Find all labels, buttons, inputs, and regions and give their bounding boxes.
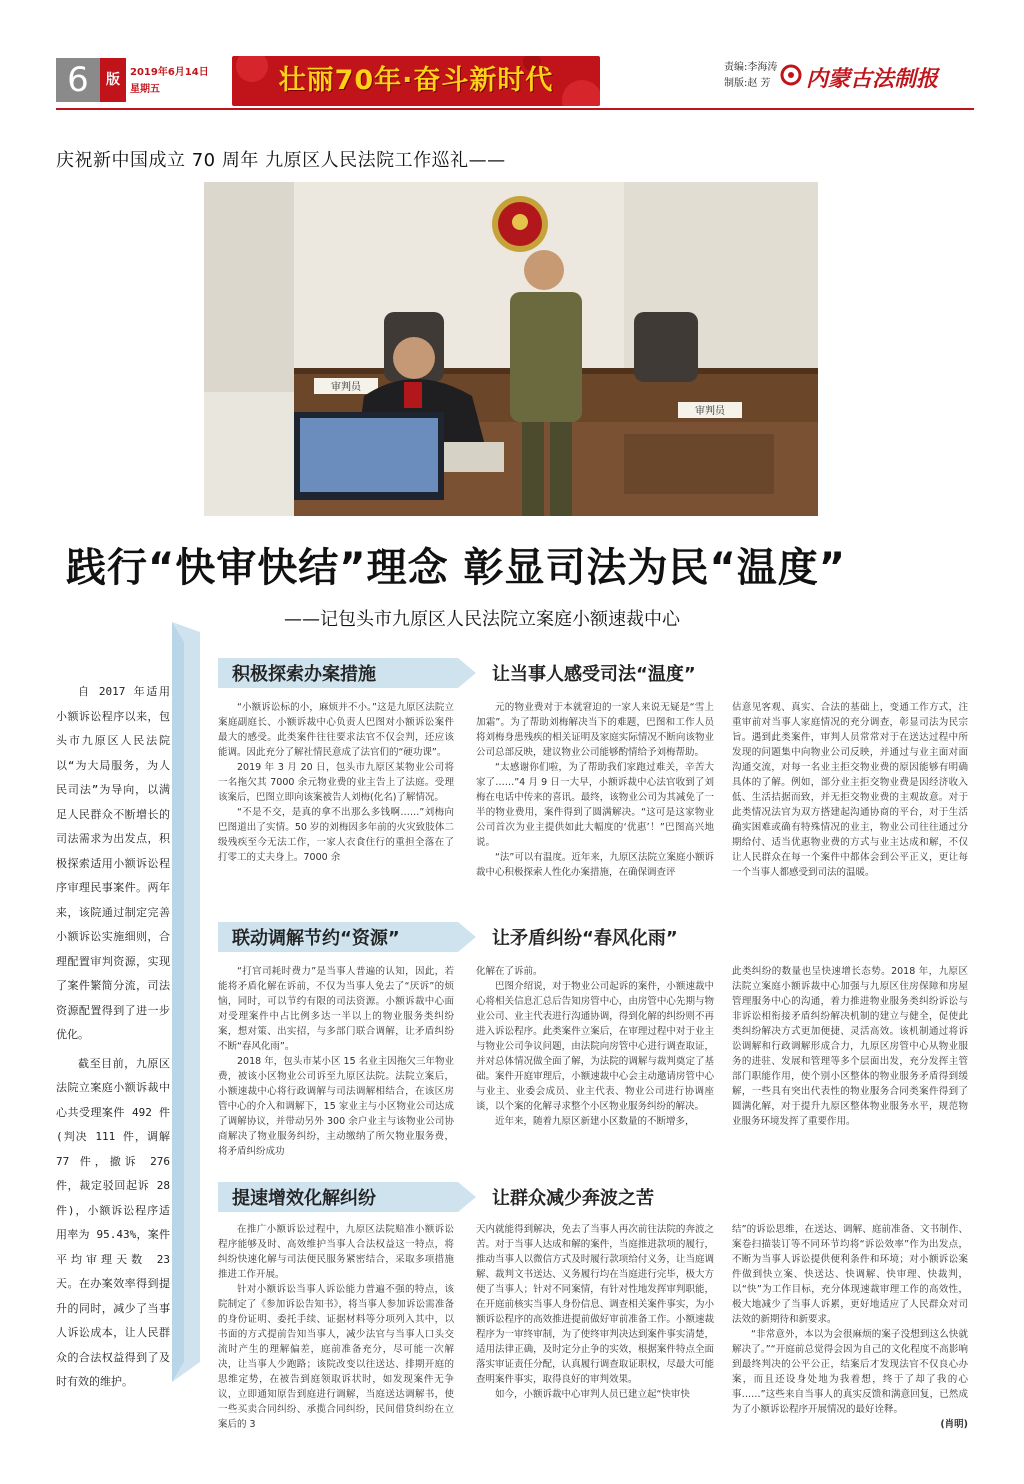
section-body-explore [218,700,454,910]
section-title-explore: 积极探索办案措施 [232,664,376,685]
paragraph: “法”可以有温度。近年来，九原区法院立案庭小额诉裁中心积极探索人性化办案措施，在确保调查评 [476,852,714,878]
paragraph: 元的物业费对于本就窘迫的一家人来说无疑是“雪上加霜”。为了帮助刘梅解决当下的难题，巴图和工作人员将刘梅身患残疾的相关证明及家庭实际情况不断向该物业公司总部反映，建议物业公司能够酌情给予刘梅帮助。 [476,702,714,758]
section-body-resolve-a [476,964,714,1174]
paragraph: 2018 年，包头市某小区 15 名业主因拖欠三年物业费，被该小区物业公司诉至九原区法院。法院立案后，小额速裁中心将行政调解与司法调解相结合，在该区房管中心的介入和调解下，15 家业主与小区物业公司达成了调解协议，并带动另外 300 余户业主与该物业公司协商解决了物业服务纠纷，主动缴纳了所欠物业服务费，将矛盾纠纷成功 [218,1056,454,1157]
paragraph: 此类纠纷的数量也呈快速增长态势。2018 年，九原区法院立案庭小额诉裁中心加强与九原区住房保障和房屋管理服务中心的沟通，着力推进物业服务类纠纷诉讼与非诉讼相衔接矛盾纠纷解决机制的建立与健全，促使此类纠纷解决方式更加便捷、灵活高效。该机制通过将诉讼调解和行政调解形成合力，九原区房管中心从物业服务的进驻、发展和管理等多个层面出发，充分发挥主管部门职能作用，使个别小区整体的物业服务矛盾得到缓解，一些具有突出代表性的物业服务合同类案件得到了圆满化解，对于提升九原区整体物业服务水平，规范物业服务环境发挥了重要作用。 [732,966,968,1127]
section-body-less-travel-a [476,1222,714,1466]
section-body-mediation [218,964,454,1174]
section-title-efficiency: 提速增效化解纠纷 [232,1188,376,1209]
paragraph: 近年来，随着九原区新建小区数量的不断增多， [495,1116,695,1127]
issue-weekday: 星期五 [130,84,160,95]
issue-date: 2019年6月14日 [130,67,209,78]
intro-sidebar [56,680,170,1395]
section-title-resolve: 让矛盾纠纷“春风化雨” [492,928,678,949]
paragraph: “太感谢你们啦，为了帮助我们家跑过难关，辛苦大家了……”4 月 9 日一大早，小额诉裁中心法官收到了刘梅在电话中传来的喜讯。最终，该物业公司为其减免了一半的物业费用，案件得到了圆满解决。“这可是这家物业公司首次为业主提供如此大幅度的‘优惠’！”巴图高兴地说。 [476,762,714,848]
paragraph: “非常意外，本以为会很麻烦的案子没想到这么快就解决了。”“开庭前总觉得会因为自己的文化程度不高影响到最终判决的公平公正，结案后才发现法官不仅良心办案，而且还设身处地为我着想，终于了却了我的心事……”这些来自当事人的真实反馈和满意回复，已然成为了小额诉讼程序开展情况的最好诠释。 [732,1329,968,1415]
section-title-warmth: 让当事人感受司法“温度” [492,664,696,685]
paragraph: 结”的诉讼思维，在送达、调解、庭前准备、文书制作、案卷扫描装订等不同环节均将“诉讼效率”作为出发点，不断为当事人诉讼提供便利条件和环境；对小额诉讼案件做到快立案、快送达、快调解、快审理、快裁判，以“快”为工作目标，充分体现速裁审理工作的高效性，极大地减少了当事人诉累，更好地适应了人民群众对司法效的新期待和新要求。 [732,1224,968,1325]
banner-text: 壮丽70年·奋斗新时代 [278,65,554,96]
section-title-mediation: 联动调解节约“资源” [232,928,400,949]
page-number: 6 [56,58,100,102]
intro-paragraph: 自 2017 年适用小额诉讼程序以来，包头市九原区人民法院以“为大局服务，为人民司法”为导向，以满足人民群众不断增长的司法需求为出发点，积极探索适用小额诉讼程序审理民事案件。两年来，该院通过制定完善小额诉讼实施细则，合理配置审判资源，实现了案件繁简分流，司法资源配置得到了进一步优化。 [56,685,170,1041]
masthead-rule [56,108,974,110]
paragraph: “打官司耗时费力”是当事人普遍的认知，因此，若能将矛盾化解在诉前，不仅为当事人免去了“厌诉”的烦恼，同时，可以节约有限的司法资源。小额诉裁中心面对受理案件中占比例多达一半以上的物业服务类纠纷案，想对策、出实招，与多部门联合调解，让矛盾纠纷不断“春风化雨”。 [218,966,454,1052]
paragraph: 针对小额诉讼当事人诉讼能力普遍不强的特点，该院制定了《参加诉讼告知书》，将当事人参加诉讼需准备的身份证明、委托手续、证据材料等分项列入其中，以书面的方式提前告知当事人，减少法官与当事人口头交流时产生的理解偏差，庭前准备充分，尽可能一次解决，让当事人少跑路；该院改变以往送达、排期开庭的思维定势，在被告到庭领取诉状时，如发现案件无争议，立即通知原告到庭进行调解，当庭送达调解书，使一些买卖合同纠纷、承揽合同纠纷，民间借贷纠纷在立案后的 3 [218,1284,454,1430]
headline: 践行“快审快结”理念 彰显司法为民“温度” [66,545,847,591]
name-plate-right: 审判员 [695,406,725,417]
courtroom-photo [204,182,818,516]
name-plate-left: 审判员 [331,382,361,393]
logo-mark-icon [780,64,802,86]
courtroom-illustration [204,182,818,516]
paper-logo [806,62,938,93]
paragraph: 如今，小额诉裁中心审判人员已建立起“快审快 [495,1389,690,1400]
subheadline: ——记包头市九原区人民法院立案庭小额速裁中心 [284,609,680,630]
editor: 责编:李海涛 [724,62,778,73]
section-title-less-travel: 让群众减少奔波之苦 [492,1188,654,1209]
paragraph: 天内就能得到解决，免去了当事人再次前往法院的奔波之苦。对于当事人达成和解的案件，当庭推进款项的履行，推动当事人以微信方式及时履行款项给付义务，让当庭调解、裁判文书送达、义务履行均在当庭进行完毕，极大方便了当事人；针对不同案情，有针对性地发挥审判职能，在开庭前核实当事人身份信息、调查相关案件事实，为小额诉讼程序的高效推进提前做好审前准备工作。小额速裁程序为一审终审制，为了使终审判决达到案件事实清楚，适用法律正确，及时定分止争的实效，根据案件特点全面落实审证责任分配，认真履行调查取证职权，尽最大可能查明案件事实，取得良好的审判效果。 [476,1224,714,1385]
anniversary-banner [232,56,600,106]
editor-credits [724,60,777,92]
page-word: 版 [100,58,126,102]
issue-date-block [130,64,209,98]
stats-paragraph: 截至目前，九原区法院立案庭小额诉裁中心共受理案件 492 件(判决 111 件，调解 77 件，撤诉 276 件，裁定驳回起诉 28 件)，小额诉讼程序适用率为 95.43%，案件平均审理天数 23 天。在办案效率得到提升的同时，减少了当事人诉讼成本，让人民群众的合法权益得到了及时有效的维护。 [56,1056,170,1388]
paper-name: 内蒙古法制报 [806,67,939,92]
author-byline: (肖明) [940,1419,968,1430]
section-body-resolve-b [732,964,968,1174]
paragraph: 在推广小额诉讼过程中，九原区法院赔准小额诉讼程序能够及时、高效维护当事人合法权益这一特点，将纠纷快速化解与司法便民服务紧密结合，采取多项措施推进工作开展。 [218,1224,454,1280]
paragraph: 估意见客观、真实、合法的基础上，变通工作方式，注重审前对当事人家庭情况的充分调查，彰显司法为民宗旨。遇到此类案件，审判人员常常对于在送达过程中所发现的问题集中向物业公司反映，并通过与业主面对面沟通交流，对每一名业主拒交物业费的原因能够有明确具体的了解。例如，部分业主拒交物业费是因经济收入低、生活拮据而致，并无拒交物业费的主观故意。对于此类情况法官为双方搭建起沟通协商的平台，对于生活确实困难或确有特殊情况的业主，物业公司往往通过分期给付、适当优惠物业费的方式与业主达成和解，不仅让人民群众在每一个案件中都体会到公平正义，更让每一个当事人都感受到司法的温暖。 [732,702,968,878]
section-body-warmth-b [732,700,968,910]
paragraph: 化解在了诉前。 [476,966,543,977]
designer: 制版:赵 芳 [724,78,771,89]
section-body-warmth-a [476,700,714,910]
section-body-efficiency [218,1222,454,1466]
section-body-less-travel-b [732,1222,968,1466]
series-title: 庆祝新中国成立 70 周年 九原区人民法院工作巡礼—— [56,150,506,171]
paragraph: “小额诉讼标的小，麻烦并不小。”这是九原区法院立案庭副庭长、小额诉裁中心负责人巴图对小额诉讼案件最大的感受。此类案件往往要求法官不仅会判，还应该能调。因此充分了解社情民意成了法官们的“硬功课”。 [218,702,454,758]
paragraph: 巴图介绍说，对于物业公司起诉的案件，小额速裁中心将相关信息汇总后告知房管中心，由房管中心先期与物业公司、业主代表进行沟通协调，得到化解的纠纷则不再进入诉讼程序。此类案件立案后，在审理过程中对于业主与物业公司争议问题，由法院向房管中心进行调查取证，并对总体情况做全面了解，为法院的调解与裁判奠定了基础。案件开庭审理后，小额速裁中心会主动邀请房管中心与业主、业委会成员、业主代表、物业公司进行协调座谈，以个案的化解寻求整个小区物业服务纠纷的解决。 [476,981,714,1112]
paragraph: 2019 年 3 月 20 日，包头市九原区某物业公司将一名拖欠其 7000 余元物业费的业主告上了法庭。受理该案后，巴图立即向该案被告人刘梅(化名)了解情况。 [218,762,454,803]
paragraph: “不是不交，是真的拿不出那么多钱啊……”刘梅向巴图道出了实情。50 岁的刘梅因多年前的火灾致肢体二级残疾至今无法工作，一家人衣食住行的重担全落在了打零工的丈夫身上。7000 余 [218,807,454,863]
arrow-band-decoration [170,622,200,1382]
